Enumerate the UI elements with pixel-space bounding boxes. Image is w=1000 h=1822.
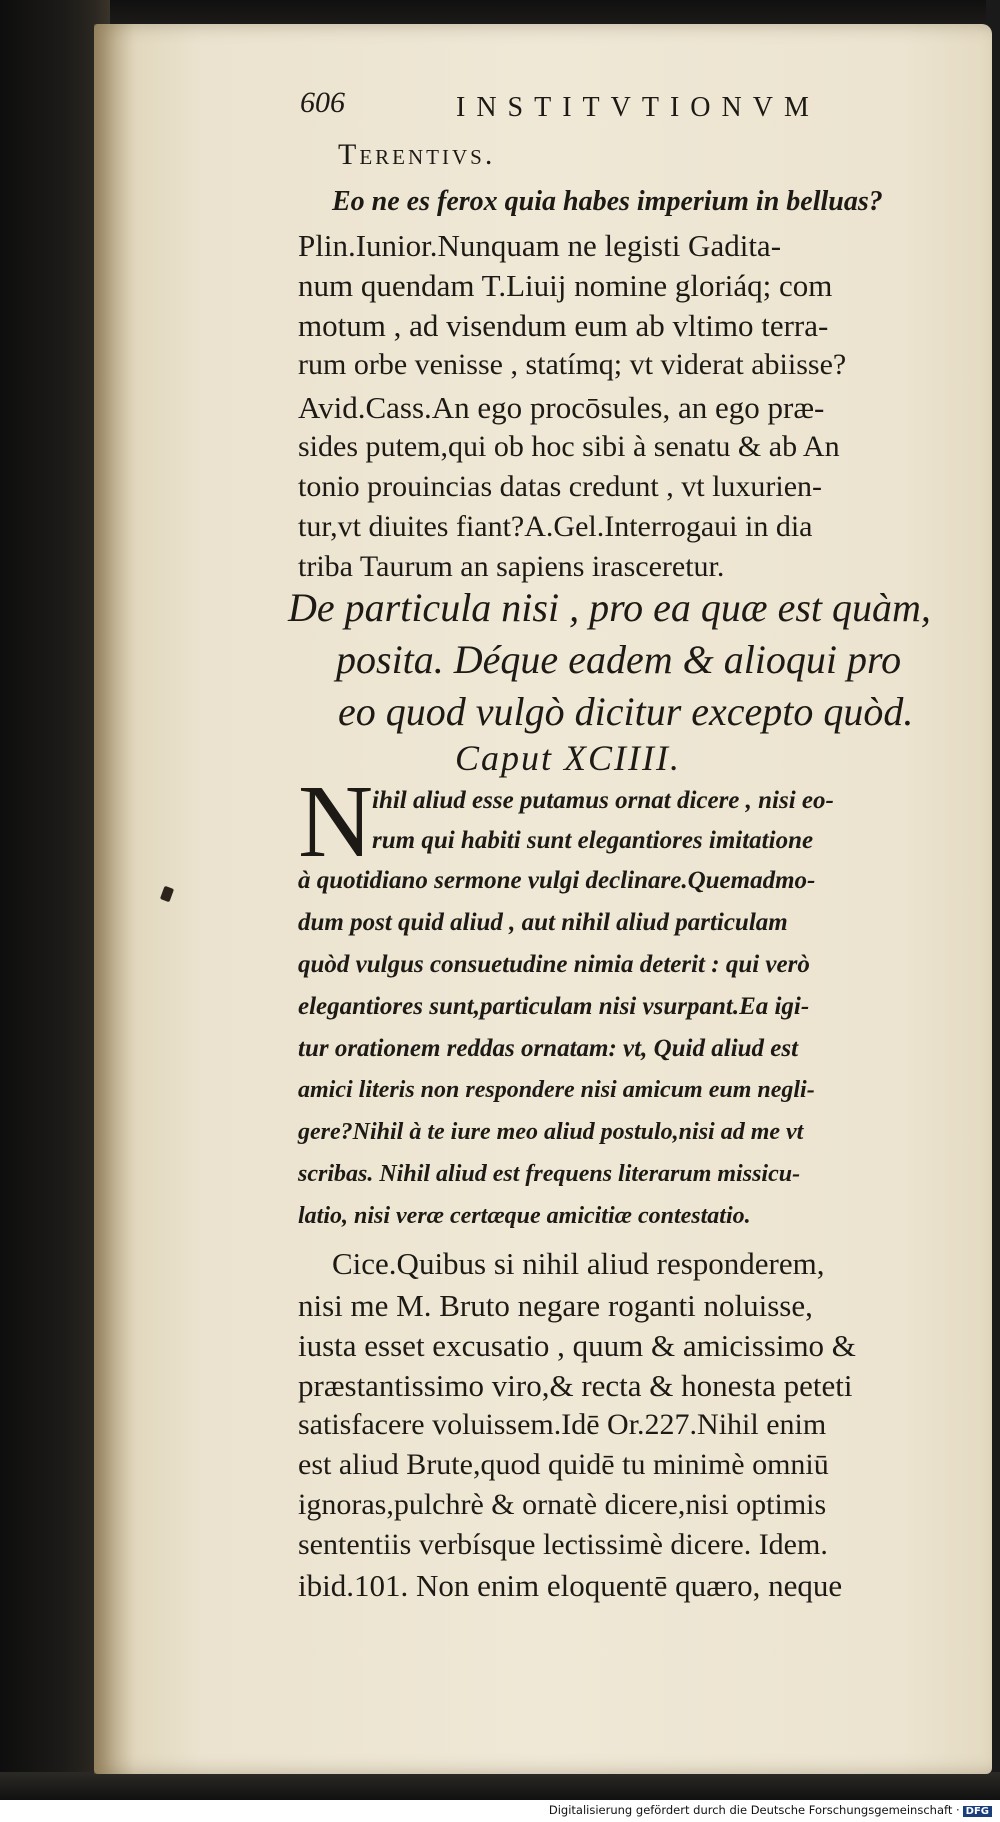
body-line: triba Taurum an sapiens irasceretur. [298, 550, 725, 583]
page-gutter-shadow [94, 24, 134, 1774]
body-line: rum orbe venisse , statímq; vt viderat abiisse? [298, 348, 847, 381]
italic-paragraph-line: latio, nisi veræ certæque amicitiæ contestatio. [298, 1203, 751, 1229]
speaker-terentius: Terentivs. [338, 138, 496, 171]
italic-paragraph-line: rum qui habiti sunt elegantiores imitatione [372, 827, 814, 854]
body-line: satisfacere voluissem.Idē Or.227.Nihil enim [298, 1408, 827, 1441]
italic-paragraph-line: tur orationem reddas ornatam: vt, Quid aliud est [298, 1035, 799, 1062]
chapter-heading-line: eo quod vulgò dicitur excepto quòd. [338, 689, 914, 734]
body-line: ibid.101. Non enim eloquentē quæro, neque [298, 1568, 843, 1603]
body-line: tonio prouincias datas credunt , vt luxurien- [298, 470, 823, 503]
body-line: tur,vt diuites fiant?A.Gel.Interrogaui in dia [298, 510, 813, 543]
italic-paragraph-line: elegantiores sunt,particulam nisi vsurpant.Ea igi- [298, 993, 810, 1020]
chapter-number: Caput XCIIII. [455, 738, 681, 778]
italic-paragraph-line: à quotidiano sermone vulgi declinare.Quemadmo- [298, 867, 816, 894]
body-line: motum , ad visendum eum ab vltimo terra- [298, 308, 829, 343]
scan-background-bottom [0, 1772, 1000, 1800]
italic-paragraph-line: quòd vulgus consuetudine nimia deterit : qui verò [298, 951, 810, 978]
italic-paragraph-line: dum post quid aliud , aut nihil aliud particulam [298, 909, 788, 936]
body-line: Avid.Cass.An ego procōsules, an ego præ- [298, 390, 825, 425]
body-line: sides putem,qui ob hoc sibi à senatu & ab An [298, 430, 840, 463]
dfg-logo: DFG [963, 1806, 992, 1817]
body-line: præstantissimo viro,& recta & honesta peteti [298, 1368, 853, 1403]
chapter-heading-line: posita. Déque eadem & alioqui pro [336, 637, 902, 682]
body-line: Plin.Iunior.Nunquam ne legisti Gadita- [298, 228, 782, 263]
digitization-credit [549, 1803, 992, 1817]
body-line: ignoras,pulchrè & ornatè dicere,nisi optimis [298, 1488, 827, 1521]
italic-paragraph-line: ihil aliud esse putamus ornat dicere , nisi eo- [372, 787, 834, 814]
body-line: iusta esset excusatio , quum & amicissimo & [298, 1328, 856, 1363]
italic-paragraph-line: amici literis non respondere nisi amicum eum negli- [298, 1077, 815, 1103]
running-head: INSTITVTIONVM [456, 92, 820, 123]
quote-line: Eo ne es ferox quia habes imperium in belluas? [332, 186, 883, 217]
body-line: nisi me M. Bruto negare roganti noluisse, [298, 1288, 813, 1323]
drop-cap: N [298, 764, 374, 879]
chapter-heading-line: De particula nisi , pro ea quæ est quàm, [288, 585, 931, 630]
page-number: 606 [300, 86, 345, 119]
body-line: est aliud Brute,quod quidē tu minimè omniū [298, 1448, 829, 1481]
italic-paragraph-line: gere?Nihil à te iure meo aliud postulo,nisi ad me vt [298, 1119, 804, 1145]
credit-text: Digitalisierung gefördert durch die Deutsche Forschungsgemeinschaft · [548, 1803, 960, 1817]
body-line: Cice.Quibus si nihil aliud responderem, [332, 1246, 825, 1281]
body-line: sententiis verbísque lectissimè dicere. Idem. [298, 1528, 828, 1561]
body-line: num quendam T.Liuij nomine gloriáq; com [298, 268, 833, 303]
italic-paragraph-line: scribas. Nihil aliud est frequens literarum missicu- [298, 1161, 801, 1187]
